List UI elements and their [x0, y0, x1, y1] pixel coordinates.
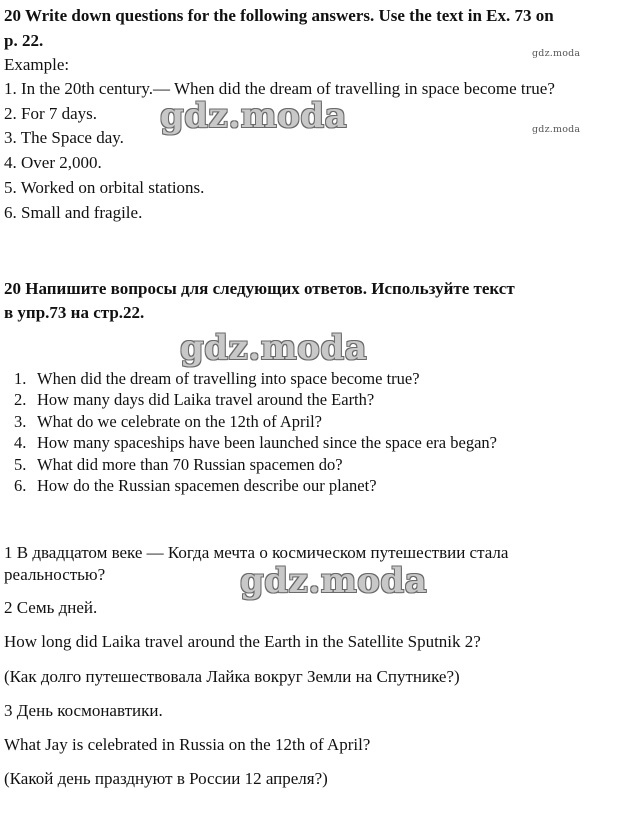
translation-line: 1 В двадцатом веке — Когда мечта о космическом путешествии стала — [4, 543, 509, 562]
answer-item: 6. Small and fragile. — [4, 203, 143, 222]
answer-item: 5. Worked on orbital stations. — [4, 178, 205, 197]
translation-line: 3 День космонавтики. — [4, 701, 163, 720]
watermark-small: gdz.moda — [532, 124, 581, 135]
english-heading-line2: p. 22. — [4, 31, 44, 50]
translation-line: реальностью? — [4, 565, 106, 584]
question-text: When did the dream of travelling into space become true? — [37, 369, 420, 388]
answer-item: 4. Over 2,000. — [4, 153, 102, 172]
russian-heading-line1: 20 Напишите вопросы для следующих ответов. Используйте текст — [4, 279, 515, 298]
question-number: 3. — [14, 412, 27, 431]
question-text: How many spaceships have been launched since the space era began? — [37, 433, 497, 452]
english-heading-line1: 20 Write down questions for the following answers. Use the text in Ex. 73 on — [4, 6, 554, 25]
question-number: 4. — [14, 433, 27, 452]
question-text: How do the Russian spacemen describe our planet? — [37, 476, 377, 495]
question-number: 6. — [14, 476, 27, 495]
question-number: 2. — [14, 390, 27, 409]
russian-heading-line2: в упр.73 на стр.22. — [4, 303, 145, 322]
example-label: Example: — [4, 55, 70, 74]
question-text: What did more than 70 Russian spacemen do? — [37, 455, 343, 474]
answer-item: 2. For 7 days. — [4, 104, 98, 123]
question-number: 5. — [14, 455, 27, 474]
question-number: 1. — [14, 369, 27, 388]
translation-line: What Jay is celebrated in Russia on the 12th of April? — [4, 735, 371, 754]
translation-line: (Как долго путешествовала Лайка вокруг Земли на Спутнике?) — [4, 667, 460, 686]
question-text: What do we celebrate on the 12th of April? — [37, 412, 322, 431]
answer-item: 3. The Space day. — [4, 128, 124, 147]
answer-item: 1. In the 20th century.— When did the dream of travelling in space become true? — [4, 79, 555, 98]
translation-line: (Какой день празднуют в России 12 апреля?) — [4, 769, 328, 788]
question-text: How many days did Laika travel around the Earth? — [37, 390, 375, 409]
translation-line: 2 Семь дней. — [4, 598, 98, 617]
watermark-big: gdz.moda — [180, 328, 368, 368]
watermark-small: gdz.moda — [532, 48, 581, 59]
watermark-big: gdz.moda — [240, 561, 428, 601]
watermark-big: gdz.moda — [160, 96, 348, 136]
translation-line: How long did Laika travel around the Earth in the Satellite Sputnik 2? — [4, 632, 481, 651]
